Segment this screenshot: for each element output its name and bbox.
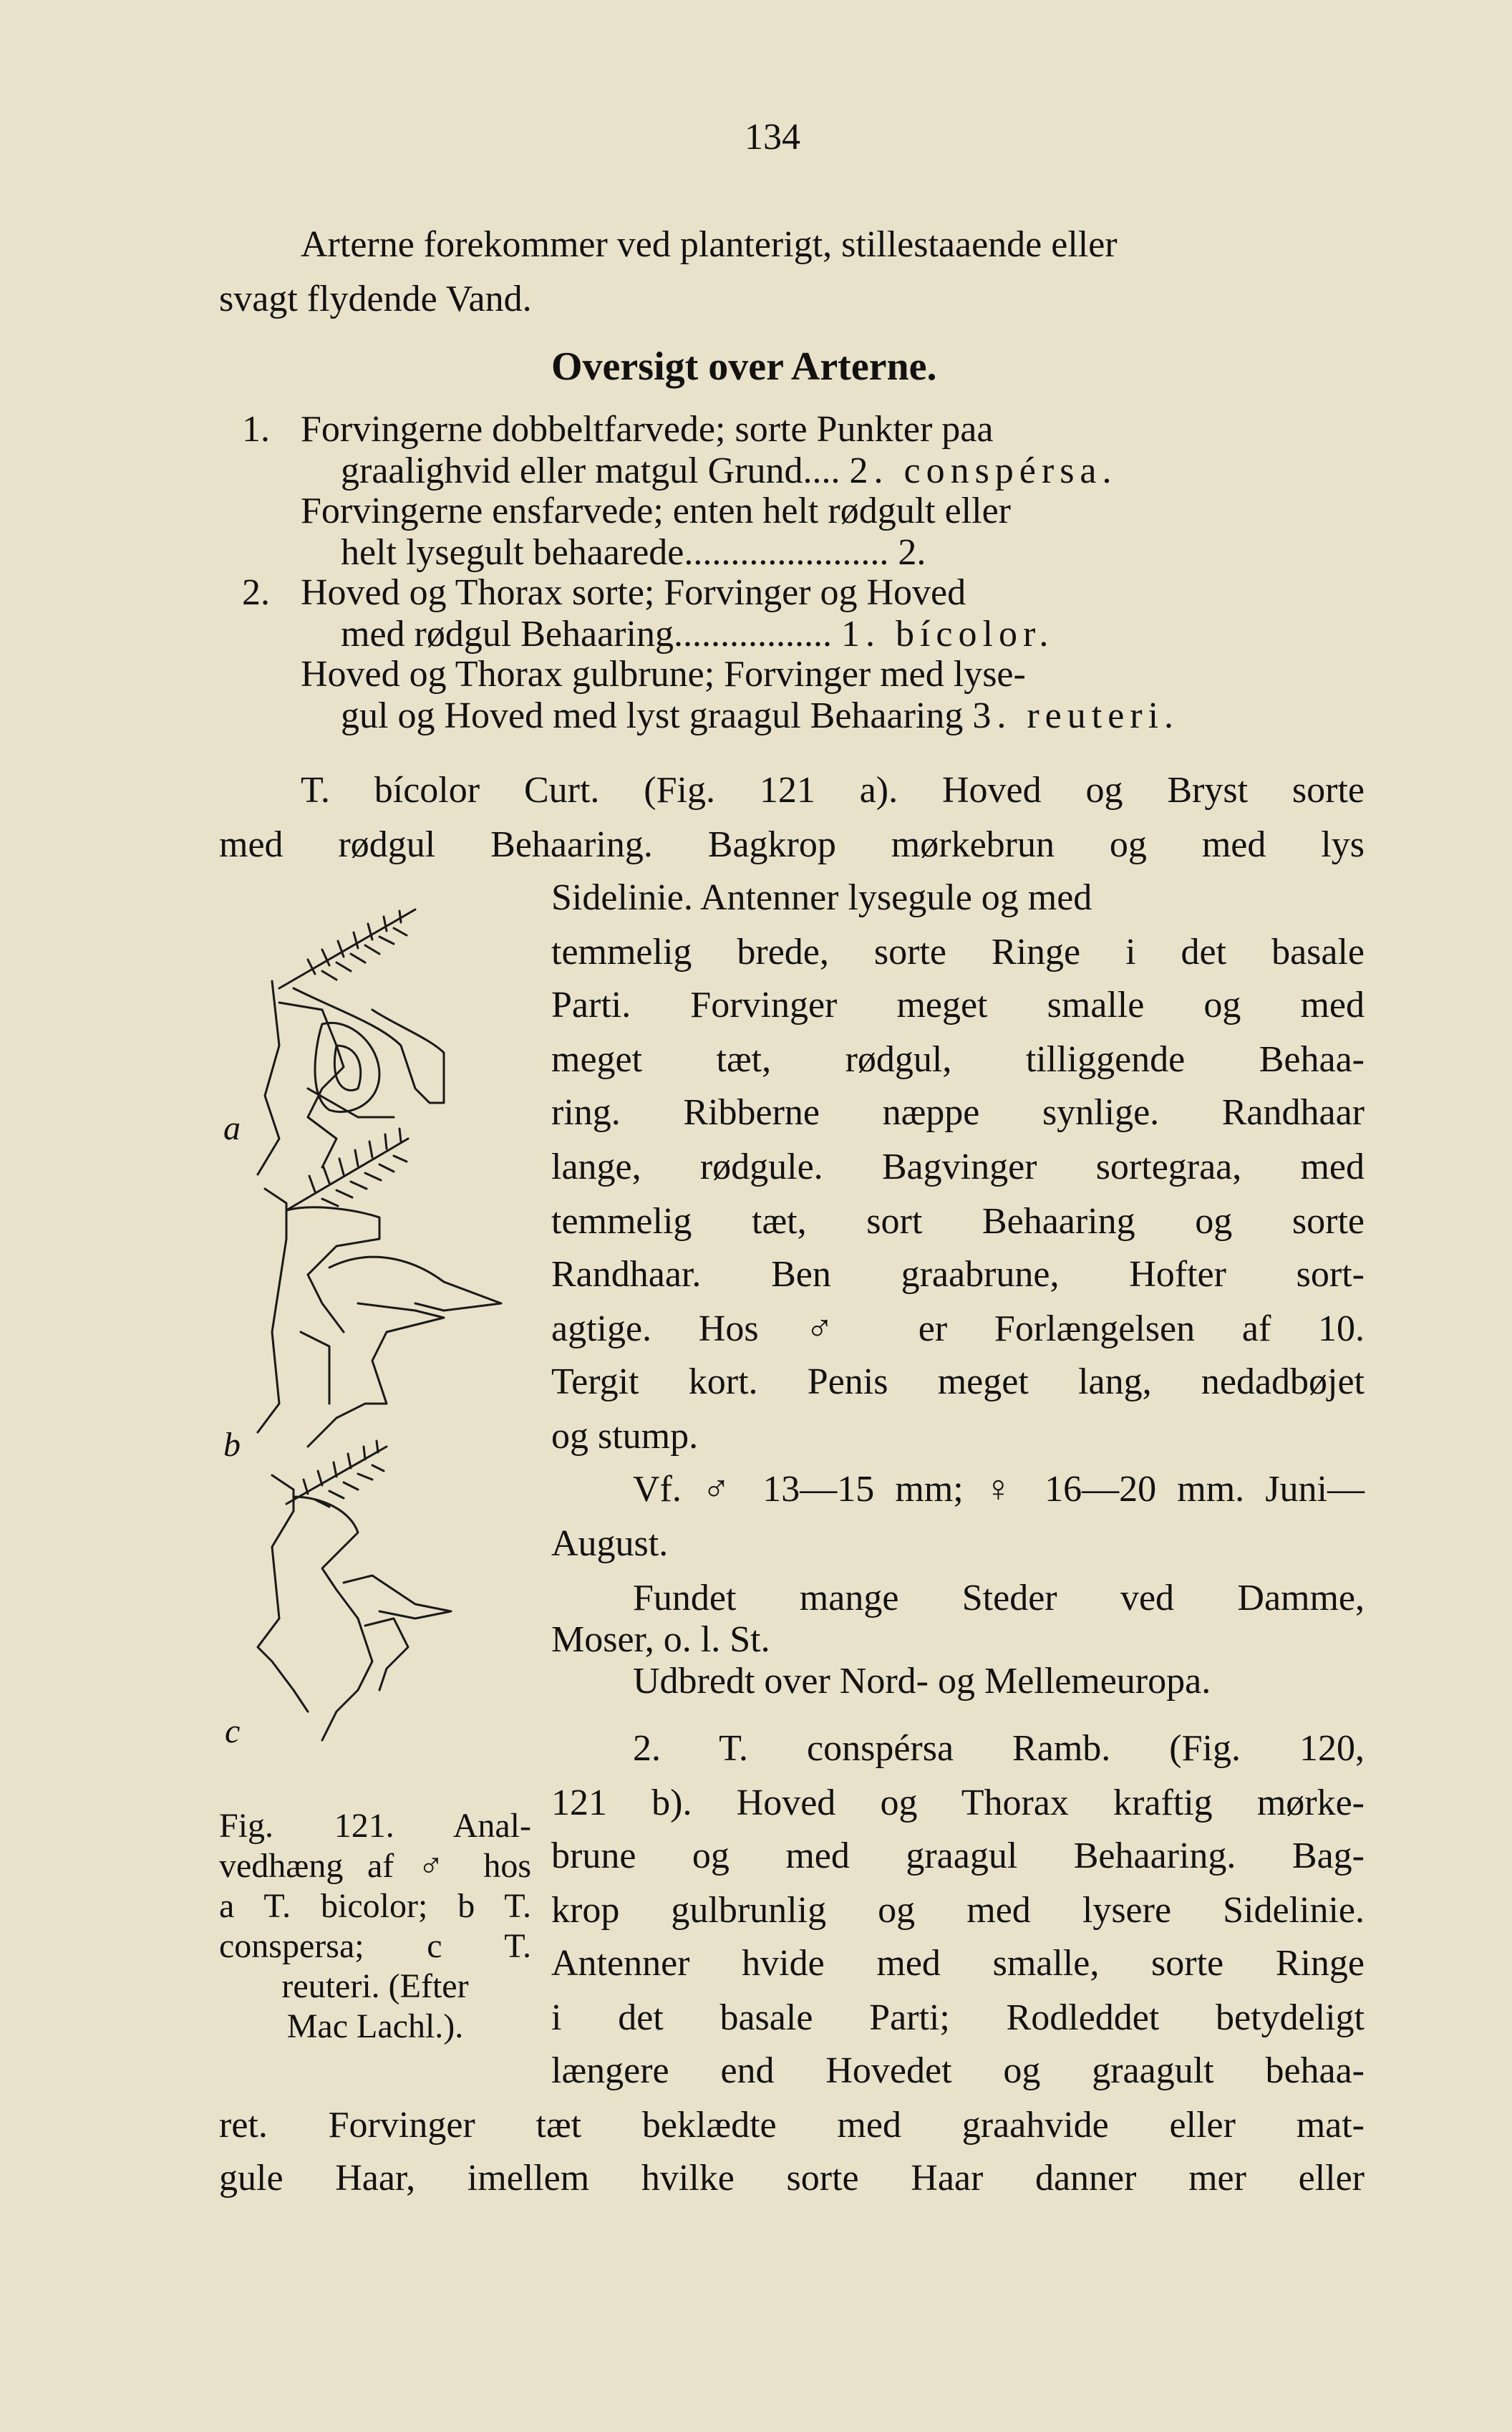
key-2b-line-2	[341, 693, 1179, 739]
figure-label-b: b	[223, 1426, 241, 1464]
key-1b-result: 2.	[898, 532, 926, 573]
appendage-b-drawing	[258, 1129, 501, 1447]
figure-caption-line-5: reuteri. (Efter	[281, 1967, 469, 2005]
conspersa-line-9: gule Haar, imellem hvilke sorte Haar danner mer eller	[219, 2158, 1365, 2199]
key-1b-line-1: Forvingerne ensfarvede; enten helt rødgult eller	[301, 491, 1011, 531]
key-2-line-1: Hoved og Thorax sorte; Forvinger og Hoved	[301, 572, 966, 613]
key-1-line-1: Forvingerne dobbeltfarvede; sorte Punkter paa	[301, 409, 994, 450]
bicolor-line-3: Sidelinie. Antenner lysegule og med	[551, 877, 1092, 918]
section-heading: Oversigt over Arterne.	[551, 344, 937, 389]
bicolor-line-11: agtige. Hos ♂ er Forlængelsen af 10.	[551, 1308, 1365, 1349]
appendage-drawing	[215, 902, 530, 1783]
conspersa-line-4: krop gulbrunlig og med lysere Sidelinie.	[551, 1890, 1365, 1931]
bicolor-line-1: T. bícolor Curt. (Fig. 121 a). Hoved og Bryst sorte	[301, 770, 1365, 811]
conspersa-line-5: Antenner hvide med smalle, sorte Ringe	[551, 1943, 1365, 1984]
conspersa-line-1: 2. T. conspérsa Ramb. (Fig. 120,	[633, 1728, 1365, 1769]
leader-dots: ......................	[684, 532, 889, 573]
figure-caption-line-1: Fig. 121. Anal-	[219, 1807, 531, 1845]
bicolor-line-17: Moser, o. l. St.	[551, 1619, 770, 1660]
bicolor-line-8: lange, rødgule. Bagvinger sortegraa, med	[551, 1147, 1365, 1187]
conspersa-line-6: i det basale Parti; Rodleddet betydeligt	[551, 1997, 1365, 2038]
intro-line-2: svagt flydende Vand.	[219, 279, 532, 319]
conspersa-line-2: 121 b). Hoved og Thorax kraftig mørke-	[551, 1782, 1365, 1823]
key-2b-line-1: Hoved og Thorax gulbrune; Forvinger med lyse-	[301, 654, 1026, 695]
figure-caption-line-6: Mac Lachl.).	[286, 2007, 464, 2045]
key-1-line-2	[341, 448, 1118, 494]
bicolor-line-12: Tergit kort. Penis meget lang, nedadbøjet	[551, 1361, 1365, 1402]
intro-line-1: Arterne forekommer ved planterigt, stillestaaende eller	[301, 224, 1118, 265]
figure-label-c: c	[225, 1712, 241, 1750]
bicolor-line-16: Fundet mange Steder ved Damme,	[633, 1578, 1365, 1618]
bicolor-line-13: og stump.	[551, 1416, 699, 1457]
key-2b-result: 3. reuteri.	[972, 695, 1180, 736]
appendage-a-drawing	[258, 909, 444, 1174]
bicolor-line-4: temmelig brede, sorte Ringe i det basale	[551, 932, 1365, 973]
bicolor-line-5: Parti. Forvinger meget smalle og med	[551, 985, 1365, 1026]
page-number: 134	[745, 117, 800, 158]
bicolor-line-2: med rødgul Behaaring. Bagkrop mørkebrun og med lys	[219, 824, 1365, 865]
bicolor-line-14: Vf. ♂ 13—15 mm; ♀ 16—20 mm. Juni—	[633, 1469, 1365, 1510]
bicolor-line-6: meget tæt, rødgul, tilliggende Behaa-	[551, 1039, 1365, 1080]
conspersa-line-8: ret. Forvinger tæt beklædte med graahvide eller mat-	[219, 2105, 1365, 2146]
bicolor-line-7: ring. Ribberne næppe synlige. Randhaar	[551, 1092, 1365, 1133]
leader-dots: .................	[673, 614, 832, 655]
bicolor-line-9: temmelig tæt, sort Behaaring og sorte	[551, 1201, 1365, 1242]
bicolor-line-10: Randhaar. Ben graabrune, Hofter sort-	[551, 1254, 1365, 1295]
appendage-c-drawing	[258, 1441, 451, 1740]
figure-caption-line-4: conspersa; c T.	[219, 1927, 531, 1965]
key-number-2: 2.	[242, 572, 270, 613]
figure-caption-line-3: a T. bicolor; b T.	[219, 1887, 531, 1925]
key-2-text: med rødgul Behaaring	[341, 614, 674, 655]
key-2-result: 1. bícolor.	[840, 614, 1055, 655]
key-1-text: graalighvid eller matgul Grund	[341, 450, 803, 491]
conspersa-line-7: længere end Hovedet og graagult behaa-	[551, 2050, 1365, 2091]
key-2-line-2	[341, 612, 1054, 657]
key-1b-text: helt lysegult behaarede	[341, 532, 684, 573]
figure-label-a: a	[223, 1109, 241, 1147]
key-1b-line-2	[341, 530, 926, 576]
bicolor-line-18: Udbredt over Nord- og Mellemeuropa.	[633, 1661, 1211, 1702]
bicolor-line-15: August.	[551, 1523, 669, 1564]
key-number-1: 1.	[242, 409, 270, 450]
leader-dots: ....	[803, 450, 840, 491]
key-2b-text: gul og Hoved med lyst graagul Behaaring	[341, 695, 964, 736]
figure-121-anal-appendages	[215, 902, 530, 1783]
key-1-result: 2. conspérsa.	[849, 450, 1118, 491]
conspersa-line-3: brune og med graagul Behaaring. Bag-	[551, 1835, 1365, 1876]
figure-caption-line-2: vedhæng af ♂ hos	[219, 1847, 531, 1885]
